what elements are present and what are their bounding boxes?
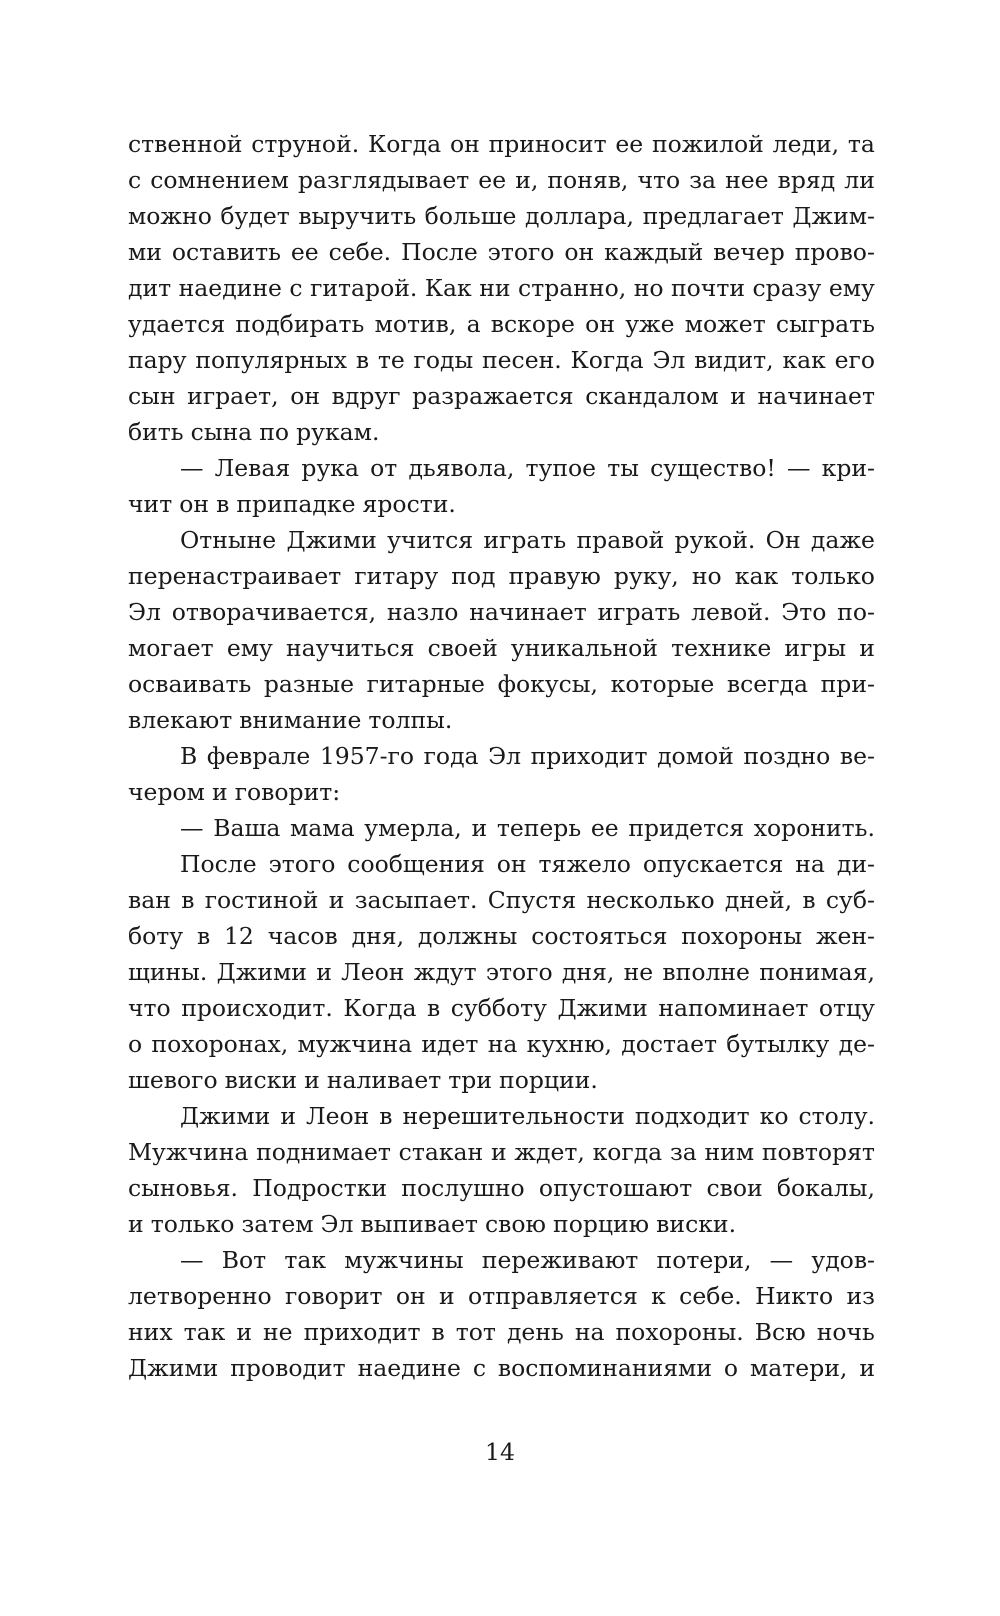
text-line: чит он в припадке ярости. xyxy=(128,490,456,518)
text-line: Джими и Леон в нерешительности подходит ко столу. xyxy=(180,1102,875,1130)
text-line: шевого виски и наливает три порции. xyxy=(128,1066,598,1094)
text-line: щины. Джими и Леон ждут этого дня, не вполне понимая, xyxy=(128,958,875,986)
text-line: с сомнением разглядывает ее и, поняв, что за нее вряд ли xyxy=(128,166,875,194)
text-line: пару популярных в те годы песен. Когда Эл видит, как его xyxy=(128,346,875,374)
text-line: — Левая рука от дьявола, тупое ты существо! — кри- xyxy=(180,454,875,482)
page-number: 14 xyxy=(485,1438,515,1466)
text-line: о похоронах, мужчина идет на кухню, достает бутылку де- xyxy=(128,1030,875,1058)
text-line: — Ваша мама умерла, и теперь ее придется хоронить. xyxy=(180,814,875,842)
text-line: летворенно говорит он и отправляется к себе. Никто из xyxy=(128,1282,875,1310)
text-line: можно будет выручить больше доллара, предлагает Джим- xyxy=(128,202,875,230)
text-line: них так и не приходит в тот день на похороны. Всю ночь xyxy=(128,1318,875,1346)
text-line: перенастраивает гитару под правую руку, но как только xyxy=(128,562,875,590)
text-line: осваивать разные гитарные фокусы, которые всегда при- xyxy=(128,670,875,698)
text-line: Отныне Джими учится играть правой рукой. Он даже xyxy=(180,526,875,554)
text-line: ми оставить ее себе. После этого он каждый вечер прово- xyxy=(128,238,875,266)
text-line: боту в 12 часов дня, должны состояться похороны жен- xyxy=(128,922,875,950)
text-line: Джими проводит наедине с воспоминаниями о матери, и xyxy=(128,1354,875,1382)
text-line: — Вот так мужчины переживают потери, — удов- xyxy=(180,1246,875,1274)
page-body xyxy=(128,126,875,1386)
text-line: чером и говорит: xyxy=(128,778,341,806)
text-line: ственной струной. Когда он приносит ее пожилой леди, та xyxy=(128,130,875,158)
text-line: ван в гостиной и засыпает. Спустя несколько дней, в суб- xyxy=(128,886,875,914)
text-line: Эл отворачивается, назло начинает играть левой. Это по- xyxy=(128,598,875,626)
text-line: что происходит. Когда в субботу Джими напоминает отцу xyxy=(128,994,875,1022)
text-line: Мужчина поднимает стакан и ждет, когда за ним повторят xyxy=(128,1138,875,1166)
text-line: сыновья. Подростки послушно опустошают свои бокалы, xyxy=(128,1174,875,1202)
text-line: и только затем Эл выпивает свою порцию виски. xyxy=(128,1210,737,1238)
text-line: могает ему научиться своей уникальной технике игры и xyxy=(128,634,875,662)
text-line: удается подбирать мотив, а вскоре он уже может сыграть xyxy=(128,310,875,338)
text-line: После этого сообщения он тяжело опускается на ди- xyxy=(180,850,875,878)
text-line: В феврале 1957-го года Эл приходит домой поздно ве- xyxy=(180,742,875,770)
text-line: сын играет, он вдруг разражается скандалом и начинает xyxy=(128,382,875,410)
text-line: дит наедине с гитарой. Как ни странно, но почти сразу ему xyxy=(128,274,875,302)
text-line: бить сына по рукам. xyxy=(128,418,380,446)
text-line: влекают внимание толпы. xyxy=(128,706,453,734)
